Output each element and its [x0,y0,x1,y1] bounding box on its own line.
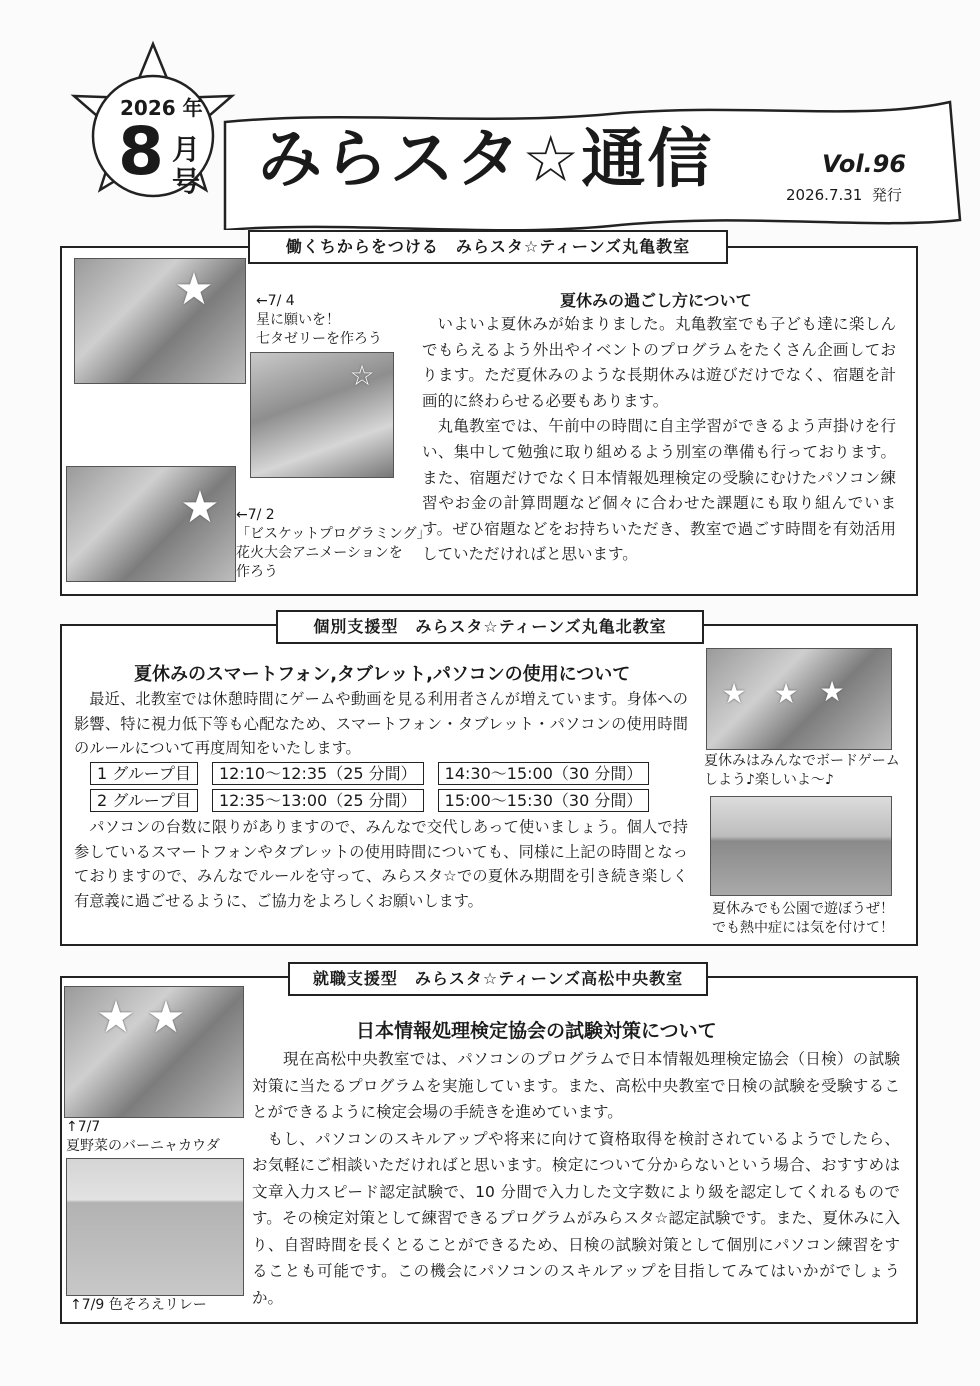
section-marugame-kita-tab: 個別支援型 みらスタ☆ティーンズ丸亀北教室 [276,610,704,644]
section-marugame-heading: 夏休みの過ごし方について [560,291,752,310]
time-slot-cell: 15:00～15:30（30 分間） [438,789,650,812]
table-row [90,789,649,812]
photo-caption-color-relay: ↑7/9 色そろえリレー [70,1297,207,1313]
privacy-star-icon: ★ [180,482,220,533]
table-row [90,762,649,785]
paragraph: 現在高松中央教室では、パソコンのプログラムで日本情報処理検定協会（日検）の試験対策に当たるプログラムを実施しています。また、高松中央教室で日検の試験を受験することができるように検定会場の手続きを進めています。 [252,1050,900,1121]
photo-caption-vegetables: ↑7/7 夏野菜のバーニャカウダ [66,1119,220,1154]
issue-month-number: 8 [118,113,164,190]
section-marugame-kita-intro [74,687,688,761]
issue-month-suffix: 月 [172,133,201,166]
photo-vegetables [64,986,244,1118]
section-takamatsu-tab: 就職支援型 みらスタ☆ティーンズ高松中央教室 [288,962,708,996]
privacy-star-icon: ★ [96,992,136,1043]
issue-date: 2026.7.31 発行 [786,186,902,204]
time-slot-cell: 14:30～15:00（30 分間） [438,762,650,785]
paragraph: いよいよ夏休みが始まりました。丸亀教室でも子ども達に楽しんでもらえるよう外出やイベントのプログラムをたくさん企画しております。ただ夏休みのような長期休みは遊びだけでなく、宿題を計画的に終わらせる必要もあります。 [422,315,896,410]
section-marugame-kita-outro [74,815,688,913]
privacy-star-icon: ★ [819,675,845,708]
star-icon: ☆ [349,359,375,392]
photo-biscuit-programming [66,466,236,582]
privacy-star-icon: ★ [174,264,214,315]
usage-schedule-table [76,758,663,816]
photo-tanabata-display [250,352,394,478]
photo-park [710,796,892,896]
paragraph: 最近、北教室では休憩時間にゲームや動画を見る利用者さんが増えています。身体への影響、特に視力低下等も心配なため、スマートフォン・タブレット・パソコンの使用時間のルールについて再度周知をいたします。 [74,690,688,757]
photo-caption-board-game: 夏休みはみんなでボードゲーム しよう♪楽しいよ～♪ [704,753,900,788]
time-slot-cell: 12:35～13:00（25 分間） [212,789,424,812]
time-slot-cell: 12:10～12:35（25 分間） [212,762,424,785]
paragraph: もし、パソコンのスキルアップや将来に向けて資格取得を検討されているようでしたら、お気軽にご相談いただければと思います。検定について分からないという場合、おすすめは文章入力スピード認定試験で、10 分間で入力した文字数により級を認定してくれるものです。その検定対策として練習できるプログラムがみらスタ☆認定試験です。また、夏休みに入り、自習時間を長くとることができるため、日検の試験対策として個別にパソコン練習をすることも可能です。この機会にパソコンのスキルアップを目指してみてはいかがでしょうか。 [252,1129,900,1307]
privacy-star-icon: ★ [721,677,747,710]
paragraph: 丸亀教室では、午前中の時間に自主学習ができるよう声掛けを行い、集中して勉強に取り組めるよう別室の準備も行っております。また、宿題だけでなく日本情報処理検定の受験にむけたパソコン練習やお金の計算問題など個々に合わせた課題にも取り組んでいます。ぜひ宿題などをお持ちいただき、教室で過ごす時間を有効活用していただければと思います。 [422,417,896,564]
section-marugame-body [422,312,896,568]
photo-jelly-making [74,258,246,384]
paragraph: パソコンの台数に限りがありますので、みんなで交代しあって使いましょう。個人で持参しているスマートフォンやタブレットの使用時間についても、同様に上記の時間となっておりますので、みんなでルールを守って、みらスタ☆での夏休み期間を引き続き楽しく有意義に過ごせるように、ご協力をよろしくお願いします。 [74,818,688,910]
group-cell: 1 グループ目 [90,762,198,785]
section-marugame-tab: 働くちからをつける みらスタ☆ティーンズ丸亀教室 [248,230,728,264]
issue-year: 2026 年 [120,96,203,120]
photo-board-game [706,648,892,750]
privacy-star-icon: ★ [146,992,186,1043]
section-takamatsu-heading: 日本情報処理検定協会の試験対策について [356,1020,717,1042]
photo-caption-tanabata: ←7/ 4 星に願いを！ 七タゼリーを作ろう [256,293,382,347]
photo-color-relay [66,1158,244,1296]
group-cell: 2 グループ目 [90,789,198,812]
section-marugame-kita-heading: 夏休みのスマートフォン,タブレット,パソコンの使用について [134,664,631,685]
photo-caption-biscuit: ←7/ 2 「ビスケットプログラミング」 花火大会アニメーションを 作ろう [236,507,431,580]
photo-caption-park: 夏休みでも公園で遊ぼうぜ！ でも熱中症には気を付けて！ [712,901,894,936]
issue-month-suffix-2: 号 [172,165,201,198]
volume-number: Vol.96 [822,150,907,178]
privacy-star-icon: ★ [773,677,799,710]
newsletter-title: みらスタ☆通信 [258,123,714,197]
section-takamatsu-body [252,1046,900,1311]
